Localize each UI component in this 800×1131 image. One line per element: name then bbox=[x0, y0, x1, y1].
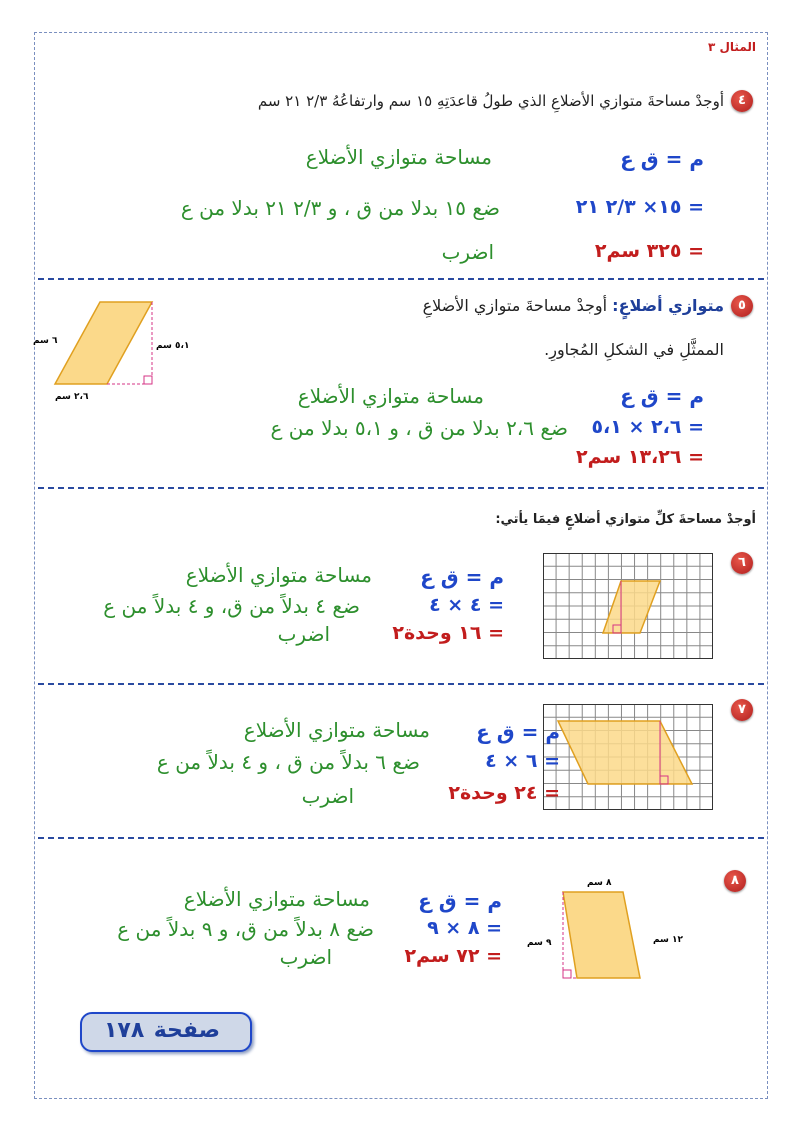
step2-result-8: = ٧٢ سم٢ bbox=[404, 945, 502, 967]
grid-figure-6 bbox=[543, 553, 713, 659]
step1-calc-4: = ١٥× ٢/٣ ٢١ bbox=[575, 196, 704, 218]
section-instructions: أوجدْ مساحةَ كلِّ متوازي أضلاعٍ فيمَا يأتي: bbox=[495, 512, 756, 527]
right-angle-marker bbox=[563, 970, 571, 978]
base-label: ٢،٦ سم bbox=[55, 392, 89, 402]
example-label: المثال ٣ bbox=[708, 40, 756, 54]
formula-5: م = ق ع bbox=[620, 384, 704, 408]
side-label: ١٢ سم bbox=[653, 935, 684, 945]
right-angle-marker bbox=[144, 376, 152, 384]
formula-8: م = ق ع bbox=[418, 889, 502, 913]
exercise-5-title: متوازي أضلاعٍ: bbox=[612, 296, 724, 315]
exercise-5-question bbox=[423, 296, 724, 315]
exercise-number-4: ٤ bbox=[731, 90, 753, 112]
title-4: مساحة متوازي الأضلاع bbox=[305, 145, 492, 169]
grid-figure-7 bbox=[543, 704, 713, 810]
step1-calc-5: = ٢،٦ × ٥،١ bbox=[591, 416, 704, 438]
step2-result-4: = ٣٢٥ سم٢ bbox=[594, 240, 704, 262]
parallelogram-figure-8 bbox=[515, 870, 705, 990]
step1-desc-6: ضع ٤ بدلاً من ق، و ٤ بدلاً من ع bbox=[103, 594, 360, 618]
page-word: صفحة bbox=[153, 1018, 220, 1043]
step2-desc-7: اضرب bbox=[301, 784, 354, 808]
exercise-5-line2: الممثَّلِ في الشكلِ المُجاورِ. bbox=[544, 340, 724, 359]
top-label: ٨ سم bbox=[587, 878, 612, 888]
section-divider bbox=[38, 837, 764, 839]
step1-desc-4: ضع ١٥ بدلا من ق ، و ٢/٣ ٢١ بدلا من ع bbox=[180, 196, 500, 220]
formula-7: م = ق ع bbox=[476, 720, 560, 744]
step2-desc-6: اضرب bbox=[277, 622, 330, 646]
parallelogram-shape bbox=[603, 581, 660, 633]
title-8: مساحة متوازي الأضلاع bbox=[183, 887, 370, 911]
title-7: مساحة متوازي الأضلاع bbox=[243, 718, 430, 742]
section-divider bbox=[38, 487, 764, 489]
section-divider bbox=[38, 278, 764, 280]
step2-result-6: = ١٦ وحدة٢ bbox=[392, 622, 504, 644]
side-label: ٦ سم bbox=[33, 336, 58, 346]
step1-calc-7: = ٦ × ٤ bbox=[485, 750, 560, 772]
title-6: مساحة متوازي الأضلاع bbox=[185, 563, 372, 587]
page-number-badge bbox=[80, 1012, 252, 1052]
exercise-4-question: أوجدْ مساحةَ متوازي الأضلاعِ الذي طولُ قاعدَتِهِ ١٥ سم وارتفاعُهُ ٢/٣ ٢١ سم bbox=[257, 92, 724, 110]
exercise-5-line1: أوجدْ مساحةَ متوازي الأضلاعِ bbox=[422, 296, 608, 315]
exercise-number-6: ٦ bbox=[731, 552, 753, 574]
height-label: ٩ سم bbox=[527, 938, 552, 948]
height-label: ٥،١ سم bbox=[156, 341, 190, 351]
exercise-number-5: ٥ bbox=[731, 295, 753, 317]
parallelogram-shape bbox=[55, 302, 152, 384]
exercise-number-7: ٧ bbox=[731, 699, 753, 721]
formula-4: م = ق ع bbox=[620, 147, 704, 171]
title-5: مساحة متوازي الأضلاع bbox=[297, 384, 484, 408]
exercise-number-8: ٨ bbox=[724, 870, 746, 892]
section-divider bbox=[38, 683, 764, 685]
step1-desc-7: ضع ٦ بدلاً من ق ، و ٤ بدلاً من ع bbox=[156, 750, 420, 774]
step1-desc-5: ضع ٢،٦ بدلا من ق ، و ٥،١ بدلا من ع bbox=[270, 416, 568, 440]
parallelogram-figure-5 bbox=[30, 295, 210, 410]
step2-desc-8: اضرب bbox=[279, 945, 332, 969]
step2-desc-4: اضرب bbox=[441, 240, 494, 264]
step1-desc-8: ضع ٨ بدلاً من ق، و ٩ بدلاً من ع bbox=[117, 917, 374, 941]
step2-result-7: = ٢٤ وحدة٢ bbox=[448, 782, 560, 804]
step1-calc-6: = ٤ × ٤ bbox=[429, 594, 504, 616]
formula-6: م = ق ع bbox=[420, 565, 504, 589]
step2-result-5: = ١٣،٢٦ سم٢ bbox=[576, 446, 704, 468]
page-number: ١٧٨ bbox=[104, 1018, 145, 1043]
step1-calc-8: = ٨ × ٩ bbox=[427, 917, 502, 939]
parallelogram-shape bbox=[563, 892, 640, 978]
